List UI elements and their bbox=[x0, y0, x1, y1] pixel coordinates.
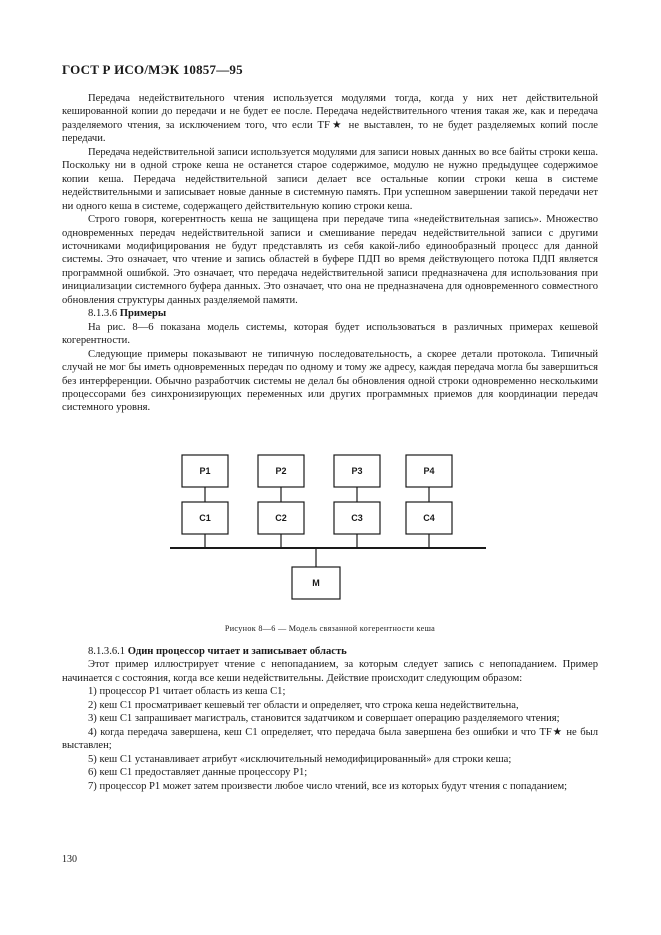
paragraph: Передача недействительной записи используется модулями для записи новых данных во все байты строки кеша. Поскольку ни в одной строке кеша не останется старое содержимое, модулю не нужно предыдущее содержимое копии кеша. Передача недействительной записи делает все остальные копии строки кеша в системе недействительными и записывает новые данные в системную память. При успешном завершении такой передачи нет ни одного кеша в системе, содержащего действительную копию строки кеша. bbox=[62, 146, 598, 212]
processor-label: P3 bbox=[351, 466, 363, 476]
paragraph: Этот пример иллюстрирует чтение с непопаданием, за которым следует запись с непопаданием. Пример начинается с состояния, когда все кеши недействительны. Действие происходит следующим образом: bbox=[62, 659, 598, 684]
cache-label: C3 bbox=[351, 513, 363, 523]
system-model-figure bbox=[170, 450, 490, 600]
section-number: 8.1.3.6 bbox=[88, 308, 118, 320]
paragraph: Следующие примеры показывают не типичную последовательность, а скорее детали протокола. Типичный случай не мог бы иметь одновременных передач по одному и тому же адресу, каждая передача могла бы завершиться без интерференции. Обычно разработчик системы не делал бы обновления одной строки одновременно несколькими процессорами без синхронизирующих переменных или других программных приемов для координации передач системного уровня. bbox=[62, 348, 598, 414]
list-item: 4) когда передача завершена, кеш C1 определяет, что передача была завершена без ошибки и что TF★ не был выставлен; bbox=[62, 726, 598, 752]
list-item: 2) кеш C1 просматривает кешевый тег области и определяет, что строка кеша недействительна, bbox=[88, 699, 519, 711]
subsection-heading bbox=[62, 645, 598, 658]
page-number: 130 bbox=[62, 854, 77, 865]
processor-label: P2 bbox=[275, 466, 287, 476]
cache-label: C1 bbox=[199, 513, 211, 523]
figure-caption: Рисунок 8—6 — Модель связанной когерентности кеша bbox=[224, 624, 436, 633]
list-item: 1) процессор P1 читает область из кеша C1; bbox=[88, 686, 286, 698]
list-item: 6) кеш C1 предоставляет данные процессору P1; bbox=[88, 767, 308, 779]
cache-label: C4 bbox=[423, 513, 435, 523]
processor-label: P4 bbox=[423, 466, 435, 476]
list-item: 7) процессор P1 может затем произвести любое число чтений, все из которых будут чтения с попаданием; bbox=[88, 780, 568, 792]
subsection-number: 8.1.3.6.1 bbox=[88, 646, 126, 657]
section-title: Примеры bbox=[119, 308, 167, 320]
figure-diagram bbox=[170, 450, 490, 600]
paragraph: Передача недействительного чтения используется модулями тогда, когда у них нет действительной кешированной копии до передачи и не будет ее после. Передача недействительного чтения такая же, как и передача разделяемого чтения, за исключением того, что если TF★ не выставлен, то не будет разделяемых копий после передачи. bbox=[62, 93, 598, 145]
memory-label: M bbox=[312, 578, 320, 588]
list-item: 5) кеш C1 устанавливает атрибут «исключительный немодифицированный» для строки кеша; bbox=[88, 753, 512, 765]
section-heading bbox=[62, 307, 598, 320]
subsection-title: Один процессор читает и записывает область bbox=[127, 646, 347, 657]
page-header: ГОСТ Р ИСО/МЭК 10857—95 bbox=[62, 62, 243, 77]
paragraph: Строго говоря, когерентность кеша не защищена при передаче типа «недействительная запись». Множество одновременных передач недействительной записи и смешивание передач недействительной записи с другими источниками модифицирования не будут представлять из себя какой-либо единообразный процесс для данной системы. Это означает, что чтение и запись областей в буфере ПДП во время действующего потока ПДП является программной ошибкой. Это означает, что передача недействительной записи предназначена для использования при инициализации системного буфера данных. Это означает, что она не предназначена для одновременного совместного обновления структуры данных разделяемой памяти. bbox=[62, 214, 598, 306]
processor-label: P1 bbox=[199, 466, 211, 476]
paragraph: На рис. 8—6 показана модель системы, которая будет использоваться в различных примерах кешевой когерентности. bbox=[62, 321, 598, 347]
cache-label: C2 bbox=[275, 513, 287, 523]
list-item: 3) кеш C1 запрашивает магистраль, становится задатчиком и совершает операцию разделяемого чтения; bbox=[88, 713, 560, 725]
text-block-bottom bbox=[62, 645, 598, 793]
text-block-top bbox=[62, 92, 598, 415]
